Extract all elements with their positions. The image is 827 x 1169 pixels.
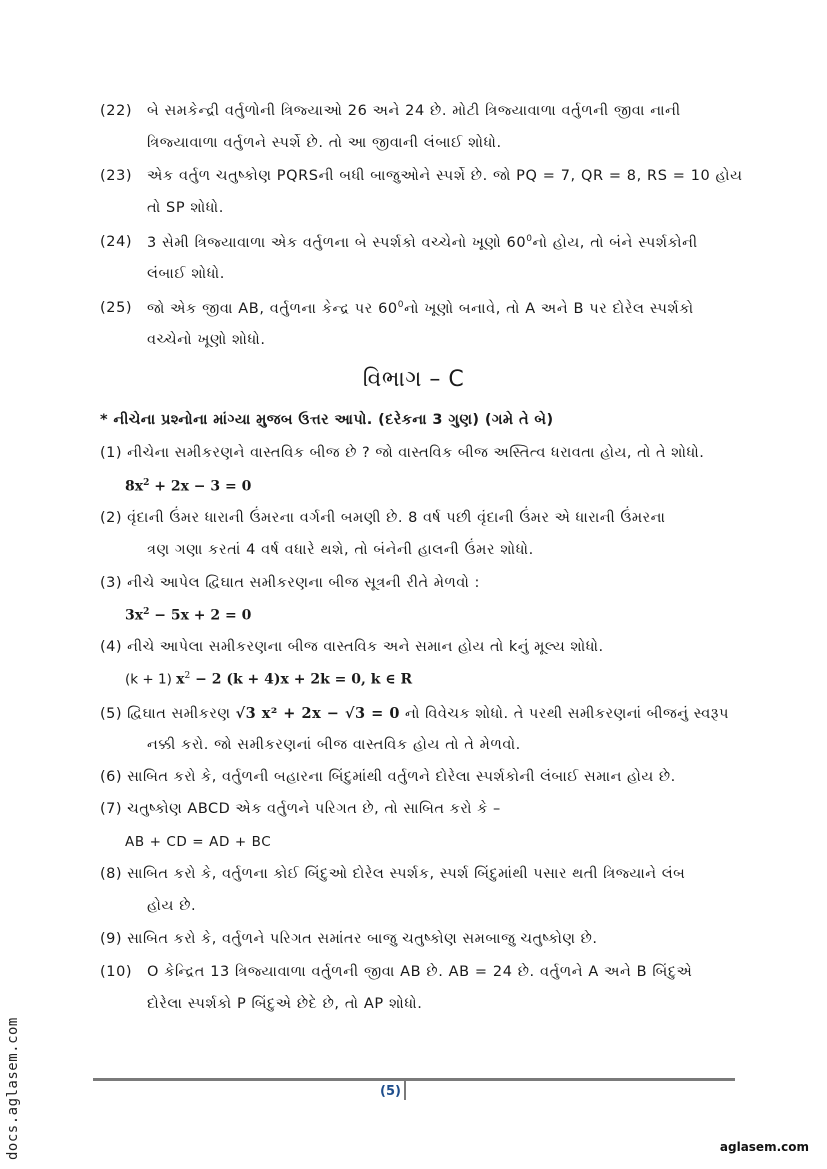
equation: AB + CD = AD + BC: [125, 834, 272, 850]
equation: (k + 1) $x^2 - 2$ (k + 4)x + 2k = 0, k ∈ R: [125, 671, 413, 688]
question-c7: (7) ચતુષ્કોણ ABCD એક વર્તુળને પરિગત છે, તો સાબિત કરો કે –: [100, 801, 501, 817]
question-text: હોય છે.: [147, 898, 197, 914]
question-text: નક્કી કરો. જો સમીકરણનાં બીજ વાસ્તવિક હોય તો તે મેળવો.: [147, 737, 521, 753]
question-text: જો એક જીવા AB, વર્તુળના કેન્દ્ર પર $60^0નો$ ખૂણો બનાવે, તો A અને B પર દોરેલ સ્પર્શકો: [147, 300, 694, 317]
question-text: O કેન્દ્રિત 13 ત્રિજ્યાવાળા વર્તુળની જીવા AB છે. AB = 24 છે. વર્તુળને A અને B બિંદુએ: [147, 964, 693, 980]
question-text: દોરેલા સ્પર્શકો P બિંદુએ છેદે છે, તો AP શોધો.: [147, 996, 423, 1012]
question-number: (25): [100, 300, 133, 316]
page-number: (5): [380, 1084, 401, 1099]
question-text: ત્રિજ્યાવાળા વર્તુળને સ્પર્શે છે. તો આ જીવાની લંબાઈ શોધો.: [147, 135, 502, 151]
question-c3: (3) નીચે આપેલ દ્વિઘાત સમીકરણના બીજ સૂત્રની રીતે મેળવો :: [100, 575, 480, 591]
question-text: બે સમકેન્દ્રી વર્તુળોની ત્રિજ્યાઓ 26 અને 24 છે. મોટી ત્રિજ્યાવાળા વર્તુળની જીવા નાની: [147, 103, 681, 119]
section-title: વિભાગ – C: [362, 367, 465, 392]
question-number: (22): [100, 103, 133, 119]
question-text: 3 સેમી ત્રિજ્યાવાળા એક વર્તુળના બે સ્પર્શકો વચ્ચેનો ખૂણો $60^0નો$ હોય, તો બંને સ્પર્શકોની: [147, 234, 698, 251]
page-number-divider: [404, 1080, 406, 1100]
question-text: એક વર્તુળ ચતુષ્કોણ PQRSની બધી બાજુઓને સ્પર્શે છે. જો PQ = 7, QR = 8, RS = 10 હોય: [147, 168, 743, 184]
question-c4: (4) નીચે આપેલા સમીકરણના બીજ વાસ્તવિક અને સમાન હોય તો kનું મૂલ્ય શોધો.: [100, 639, 604, 655]
question-text: વચ્ચેનો ખૂણો શોધો.: [147, 332, 266, 348]
equation: $3x^2 - 5x + 2 = 0$: [125, 607, 252, 624]
brand-watermark: aglasem.com: [719, 1140, 809, 1154]
question-c9: (9) સાબિત કરો કે, વર્તુળને પરિગત સમાંતર બાજુ ચતુષ્કોણ સમબાજુ ચતુષ્કોણ છે.: [100, 931, 598, 947]
question-c5: (5) દ્વિઘાત સમીકરણ √3 x² + 2x − √3 = 0 નો વિવેચક શોધો. તે પરથી સમીકરણનાં બીજનું સ્વરૂપ: [100, 705, 729, 722]
question-c2: (2) વૃંદાની ઉંમર ધારાની ઉંમરના વર્ગની બમણી છે. 8 વર્ષ પછી વૃંદાની ઉંમર એ ધારાની ઉંમરના: [100, 510, 666, 526]
question-text: ત્રણ ગણા કરતાં 4 વર્ષ વધારે થશે, તો બંનેની હાલની ઉંમર શોધો.: [147, 542, 534, 558]
section-instruction: * નીચેના પ્રશ્નોના માંગ્યા મુજબ ઉત્તર આપો. (દરેકના 3 ગુણ) (ગમે તે બે): [100, 412, 554, 428]
question-number: (10): [100, 964, 133, 980]
equation: $8x^2 + 2x - 3 = 0$: [125, 478, 252, 495]
question-number: (23): [100, 168, 133, 184]
question-c6: (6) સાબિત કરો કે, વર્તુળની બહારના બિંદુમાંથી વર્તુળને દોરેલા સ્પર્શકોની લંબાઈ સમાન હોય છે.: [100, 769, 676, 785]
question-text: લંબાઈ શોધો.: [147, 266, 225, 282]
question-c1: (1) નીચેના સમીકરણને વાસ્તવિક બીજ છે ? જો વાસ્તવિક બીજ અસ્તિત્વ ધરાવતા હોય, તો તે શોધો.: [100, 445, 705, 461]
question-text: તો SP શોધો.: [147, 200, 224, 216]
footer-divider: [93, 1078, 735, 1081]
question-number: (24): [100, 234, 133, 250]
side-watermark: docs.aglasem.com: [5, 1017, 21, 1160]
question-c8: (8) સાબિત કરો કે, વર્તુળના કોઈ બિંદુઓ દોરેલ સ્પર્શક, સ્પર્શ બિંદુમાંથી પસાર થતી ત્રિજ્યાને લંબ: [100, 866, 686, 882]
